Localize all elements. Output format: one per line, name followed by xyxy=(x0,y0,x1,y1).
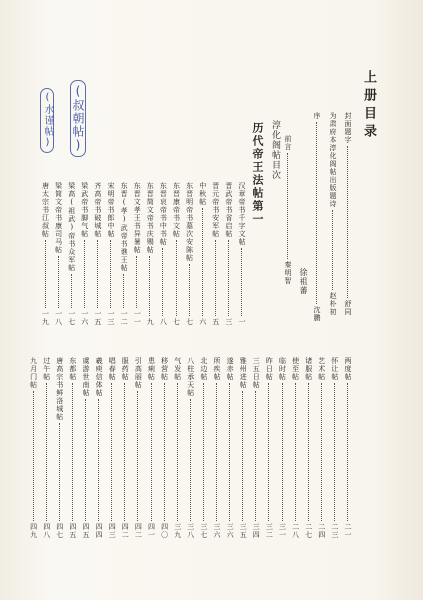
front-item-intro xyxy=(284,135,291,285)
front-item-sig2: 徐祖蕃 xyxy=(299,268,308,295)
toc-entry-page: 三六 xyxy=(226,523,235,539)
toc-entry xyxy=(81,182,88,326)
toc-entry xyxy=(107,182,114,326)
toc-entry xyxy=(94,182,101,326)
toc-entry xyxy=(95,357,102,539)
toc-entry xyxy=(133,182,140,326)
toc-entry-name: 晋元帝书安军帖 xyxy=(211,182,220,238)
toc-entry xyxy=(252,357,259,539)
toc-entry xyxy=(265,357,272,539)
toc-entry-name: 患痢帖 xyxy=(147,357,156,381)
leader-dots xyxy=(268,383,269,521)
leader-dots xyxy=(176,240,177,316)
toc-entry-page: 九 xyxy=(146,318,155,326)
leader-dots xyxy=(282,383,283,521)
toc-entry-name: 移营帖 xyxy=(160,357,169,381)
toc-entry-name: 艺术帖 xyxy=(317,357,326,381)
front-item-cover xyxy=(344,112,351,316)
toc-entry-name: 东晋简文帝书庆赐帖 xyxy=(146,182,155,254)
toc-entry-page: 四五 xyxy=(68,523,77,539)
leader-dots xyxy=(334,383,335,521)
toc-entry-name: 气发帖 xyxy=(173,357,182,381)
toc-entry-page: 四五 xyxy=(82,523,90,539)
toc-entry-name: 两度帖 xyxy=(344,357,352,381)
toc-entry-name: 北边帖 xyxy=(199,357,208,381)
toc-entry-name: 唱春帖 xyxy=(108,357,117,381)
leader-dots xyxy=(228,240,229,316)
leader-dots xyxy=(242,391,243,521)
toc-entry xyxy=(239,357,246,539)
toc-entry-name: 东都帖 xyxy=(68,357,77,381)
front-item-name: 为肃府本淳化阁帖出版题诗 xyxy=(329,112,337,208)
toc-entry-page: 三二 xyxy=(265,523,274,539)
toc-entry-name: 引高丽帖 xyxy=(134,357,143,389)
toc-entry xyxy=(121,357,128,539)
leader-dots xyxy=(215,240,216,316)
toc-entry xyxy=(212,182,219,326)
toc-entry-page: 一五 xyxy=(93,310,102,326)
toc-entry xyxy=(43,357,50,539)
toc-entry-page: 四七 xyxy=(55,523,64,539)
leader-dots xyxy=(59,423,60,521)
toc-entry-page: 一一 xyxy=(133,310,142,326)
toc-entry-name: 虞游世南帖 xyxy=(82,357,90,397)
toc-entry-page: 一七 xyxy=(67,310,76,326)
toc-entry-name: 羲庾信体帖 xyxy=(95,357,104,397)
toc-entry xyxy=(68,182,75,326)
leader-dots xyxy=(124,383,125,521)
part-title: 历代帝王法帖第一 xyxy=(251,122,264,226)
toc-entry xyxy=(69,357,76,539)
toc-entry-page: 三四 xyxy=(252,523,261,539)
toc-entry-name: 过午帖 xyxy=(42,357,51,381)
leader-dots xyxy=(46,383,47,521)
leader-dots xyxy=(162,248,163,316)
toc-entry-name: 怀让帖 xyxy=(330,357,339,381)
toc-entry xyxy=(146,182,153,326)
leader-dots xyxy=(45,240,46,308)
toc-entry-page: 二七 xyxy=(304,523,313,539)
toc-entry xyxy=(30,357,37,539)
leader-dots xyxy=(241,248,242,316)
leader-dots xyxy=(98,399,99,521)
toc-entry-page: 二八 xyxy=(291,523,300,539)
toc-entry xyxy=(56,357,63,539)
leader-dots xyxy=(72,383,73,521)
toc-entry xyxy=(174,357,181,539)
leader-dots xyxy=(255,391,256,521)
front-item-name: 封面题字 xyxy=(344,112,352,144)
toc-entry-page: 四三 xyxy=(108,523,117,539)
toc-entry-page: 四二 xyxy=(121,523,130,539)
toc-entry xyxy=(186,182,193,326)
toc-entry-name: 宋明帝书郎中帖 xyxy=(107,182,115,238)
front-item-sig: 秦明智 xyxy=(284,261,292,285)
page-title: 上册目录 xyxy=(361,70,376,142)
toc-entry-name: 雅州进帖 xyxy=(239,357,248,389)
toc-entry-name: 昨日帖 xyxy=(265,357,274,381)
toc-entry-name: 三五日帖 xyxy=(252,357,261,389)
leader-dots xyxy=(151,383,152,521)
toc-entry-name: 梁武帝书脚气帖 xyxy=(80,182,89,238)
front-item-page: 赵朴初 xyxy=(329,292,337,316)
leader-dots xyxy=(110,240,111,308)
toc-entry-page: 三九 xyxy=(173,523,182,539)
toc-entry-name: 梁高(祖武)帝书众军帖 xyxy=(67,182,76,272)
handwritten-note-1: (叔朝帖) xyxy=(70,80,86,157)
toc-entry-name: 东晋(孝)武帝书谯王帖 xyxy=(120,182,129,272)
front-item-name: 序 xyxy=(313,112,321,120)
toc-entry xyxy=(161,357,168,539)
toc-entry-page: 一二 xyxy=(120,310,129,326)
leader-dots xyxy=(58,256,59,308)
leader-dots xyxy=(33,391,34,521)
toc-entry-page: 一九 xyxy=(41,310,50,326)
toc-entry-name: 东晋康帝书文帖 xyxy=(172,182,181,238)
toc-entry-page: 一三 xyxy=(107,310,115,326)
toc-entry-page: 八 xyxy=(159,318,168,326)
leader-dots xyxy=(295,383,296,521)
toc-entry xyxy=(279,357,286,539)
handwritten-note-2: (水谨帖) xyxy=(40,88,54,153)
leader-dots xyxy=(84,240,85,308)
toc-entry xyxy=(225,182,232,326)
toc-entry xyxy=(199,182,206,326)
front-item-name: 前言 xyxy=(284,135,292,151)
toc-entry-name: 晋武帝书省启帖 xyxy=(224,182,233,238)
toc-entry-name: 齐高帝书破城帖 xyxy=(93,182,102,238)
toc-entry-page: 七 xyxy=(172,318,181,326)
toc-entry xyxy=(148,357,155,539)
leader-dots xyxy=(229,383,230,521)
toc-entry-name: 服药帖 xyxy=(121,357,130,381)
toc-entry-page: 三一 xyxy=(278,523,287,539)
leader-dots xyxy=(111,383,112,521)
leader-dots xyxy=(136,256,137,308)
toc-entry-name: 使至帖 xyxy=(291,357,300,381)
toc-entry-page: 六 xyxy=(198,318,207,326)
leader-dots xyxy=(332,210,333,290)
toc-entry-name: 梁简文帝书康司马帖 xyxy=(54,182,63,254)
toc-entry-page: 二一 xyxy=(344,523,352,539)
leader-dots xyxy=(189,264,190,316)
toc-entry-name: 东晋明帝书墓次安陈帖 xyxy=(185,182,194,262)
toc-entry-page: 四二 xyxy=(134,523,143,539)
front-item-page: 舒同 xyxy=(344,300,352,316)
toc-entry-name: 汉章帝书千字文帖 xyxy=(238,182,246,246)
leader-dots xyxy=(287,153,288,259)
toc-entry-name: 遂赤帖 xyxy=(226,357,235,381)
toc-entry-page: 七 xyxy=(185,318,194,326)
toc-entry xyxy=(82,357,89,539)
toc-entry-page: 四八 xyxy=(42,523,51,539)
toc-entry-name: 唐高宗书鲜洛城帖 xyxy=(55,357,64,421)
leader-dots xyxy=(85,399,86,521)
toc-entry xyxy=(318,357,325,539)
toc-entry-name: 唐太宗书江叔帖 xyxy=(41,182,50,238)
toc-entry-page: 三五 xyxy=(239,523,248,539)
toc-entry-page: 三 xyxy=(224,318,233,326)
toc-entry xyxy=(213,357,220,539)
leader-dots xyxy=(149,256,150,316)
toc-entry xyxy=(108,357,115,539)
toc-entry xyxy=(200,357,207,539)
leader-dots xyxy=(216,383,217,521)
toc-entry xyxy=(120,182,127,326)
front-item-poem xyxy=(329,112,336,316)
toc-entry-page: 二四 xyxy=(317,523,326,539)
toc-entry xyxy=(238,182,245,326)
toc-entry xyxy=(331,357,338,539)
leader-dots xyxy=(177,383,178,521)
toc-entry-name: 所疾帖 xyxy=(213,357,221,381)
toc-entry-page: 二三 xyxy=(330,523,339,539)
leader-dots xyxy=(123,274,124,308)
toc-entry xyxy=(42,182,49,326)
leader-dots xyxy=(137,391,138,521)
toc-entry xyxy=(187,357,194,539)
toc-entry-name: 东晋文孝王书异暑帖 xyxy=(133,182,142,254)
toc-entry xyxy=(292,357,299,539)
toc-entry-page: 四〇 xyxy=(160,523,169,539)
toc-entry-page: 三七 xyxy=(199,523,208,539)
toc-entry xyxy=(55,182,62,326)
toc-entry xyxy=(159,182,166,326)
toc-entry-page: 四九 xyxy=(29,523,38,539)
toc-entry-name: 临时帖 xyxy=(278,357,287,381)
toc-entry-name: 九月门帖 xyxy=(29,357,38,389)
toc-entry xyxy=(226,357,233,539)
leader-dots xyxy=(308,383,309,521)
toc-entry-name: 八柱承天帖 xyxy=(186,357,195,397)
leader-dots xyxy=(203,383,204,521)
toc-entry-page: 一六 xyxy=(80,310,89,326)
toc-entry-page: 四一 xyxy=(147,523,156,539)
toc-entry-name: 中秋帖 xyxy=(198,182,207,206)
leader-dots xyxy=(97,240,98,308)
toc-entry xyxy=(305,357,312,539)
toc-entry-page: 三六 xyxy=(213,523,221,539)
toc-entry-name: 诸服帖 xyxy=(304,357,313,381)
toc-entry xyxy=(173,182,180,326)
front-item-preface xyxy=(313,112,320,322)
leader-dots xyxy=(347,383,348,521)
front-item-sig: 沈鹏 xyxy=(313,306,321,322)
leader-dots xyxy=(164,383,165,521)
toc-entry-page: 一 xyxy=(238,318,246,326)
leader-dots xyxy=(321,383,322,521)
leader-dots xyxy=(347,146,348,298)
toc-entry-page: 三八 xyxy=(186,523,195,539)
toc-entry-page: 四四 xyxy=(95,523,104,539)
leader-dots xyxy=(190,399,191,521)
leader-dots xyxy=(71,274,72,308)
toc-heading: 淳化阁帖目次 xyxy=(270,120,280,180)
toc-entry xyxy=(134,357,141,539)
leader-dots xyxy=(316,122,317,304)
toc-entry-name: 东晋哀帝书中书帖 xyxy=(159,182,168,246)
toc-entry-page: 五 xyxy=(211,318,220,326)
toc-entry-page: 一八 xyxy=(54,310,63,326)
leader-dots xyxy=(202,208,203,316)
toc-entry xyxy=(344,357,351,539)
